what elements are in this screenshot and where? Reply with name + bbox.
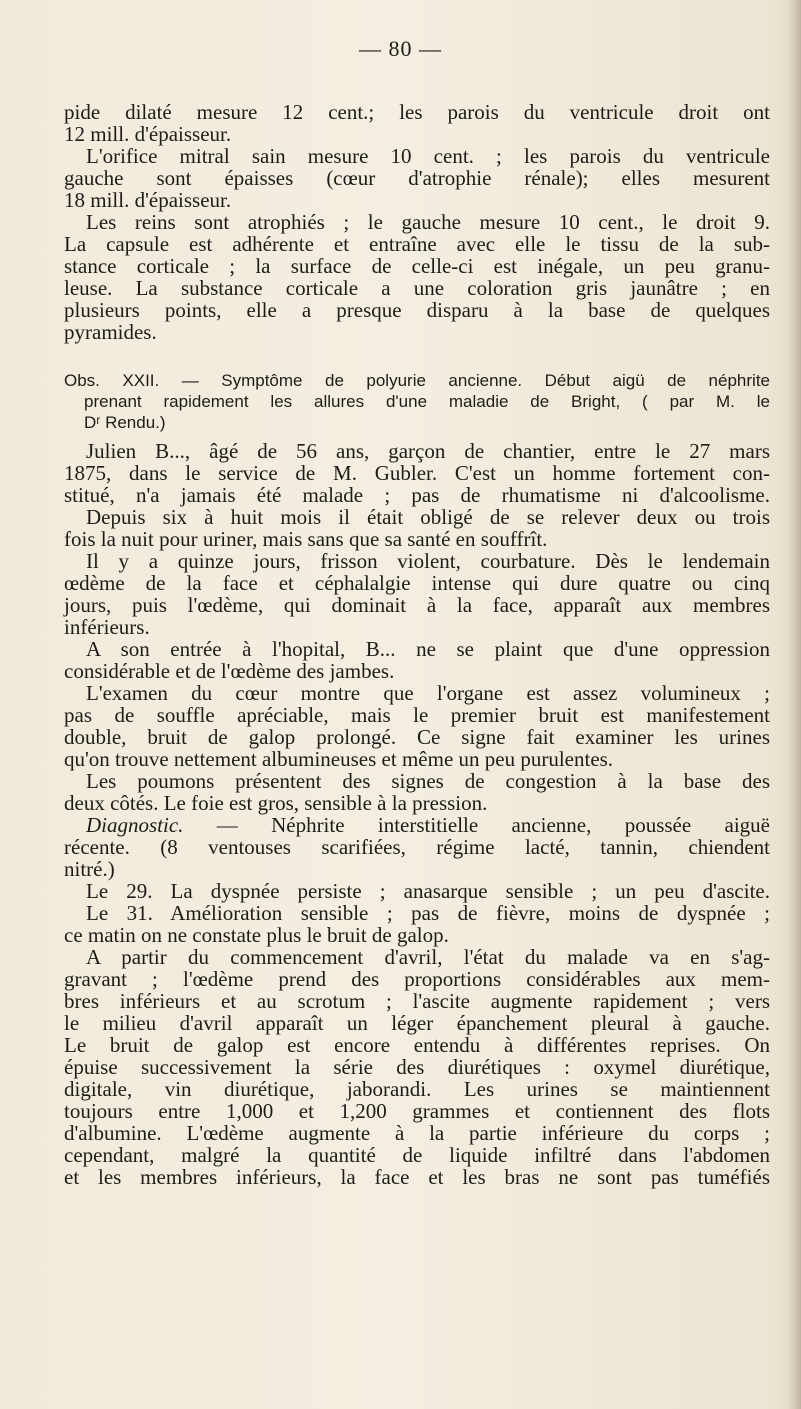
diagnostic-label: Diagnostic.	[86, 813, 184, 837]
observation-heading	[64, 370, 770, 433]
text-line: La capsule est adhérente et entraîne avec elle le tissu de la sub-	[64, 232, 770, 256]
text-line: pyramides.	[64, 320, 157, 344]
text-line: cependant, malgré la quantité de liquide infiltré dans l'abdomen	[64, 1143, 770, 1167]
text-line: 12 mill. d'épaisseur.	[64, 122, 232, 146]
text-line: deux côtés. Le foie est gros, sensible à la pression.	[64, 791, 488, 815]
text-line: pide dilaté mesure 12 cent.; les parois du ventricule droit ont	[64, 100, 770, 124]
page-number: — 80 —	[359, 36, 442, 61]
text-line: Il y a quinze jours, frisson violent, courbature. Dès le lendemain	[86, 549, 770, 573]
text-line: stitué, n'a jamais été malade ; pas de rhumatisme ni d'alcoolisme.	[64, 483, 770, 507]
text-line: bres inférieurs et au scrotum ; l'ascite augmente rapidement ; vers	[64, 989, 770, 1013]
text-line: L'orifice mitral sain mesure 10 cent. ; les parois du ventricule	[86, 144, 770, 168]
text-line: ce matin on ne constate plus le bruit de galop.	[64, 923, 449, 947]
text-line: 18 mill. d'épaisseur.	[64, 188, 232, 212]
text-line: inférieurs.	[64, 615, 150, 639]
text-line: prenant rapidement les allures d'une maladie de Bright, ( par M. le	[84, 392, 770, 411]
text-line: Dʳ Rendu.)	[84, 413, 166, 432]
text-line: épuise successivement la série des diurétiques : oxymel diurétique,	[64, 1055, 770, 1079]
text-line: fois la nuit pour uriner, mais sans que sa santé en souffrît.	[64, 527, 548, 551]
text-line: Le 31. Amélioration sensible ; pas de fièvre, moins de dyspnée ;	[86, 901, 770, 925]
diagnostic-text: — Néphrite interstitielle ancienne, poussée aiguë	[216, 813, 770, 837]
case-section	[64, 440, 770, 1188]
text-line: nitré.)	[64, 857, 115, 881]
text-line: double, bruit de galop prolongé. Ce signe fait examiner les urines	[64, 725, 770, 749]
diagnostic-line	[64, 814, 770, 836]
text-line: jours, puis l'œdème, qui dominait à la face, apparaît aux membres	[64, 593, 770, 617]
text-line: Obs. XXII. — Symptôme de polyurie ancienne. Début aigü de néphrite	[64, 371, 770, 390]
text-line: Depuis six à huit mois il était obligé de se relever deux ou trois	[86, 505, 770, 529]
text-line: 1875, dans le service de M. Gubler. C'est un homme fortement con-	[64, 461, 770, 485]
text-line: plusieurs points, elle a presque disparu à la base de quelques	[64, 298, 770, 322]
text-line: le milieu d'avril apparaît un léger épanchement pleural à gauche.	[64, 1011, 770, 1035]
text-line: Le bruit de galop est encore entendu à différentes reprises. On	[64, 1033, 770, 1057]
text-line: digitale, vin diurétique, jaborandi. Les urines se maintiennent	[64, 1077, 770, 1101]
text-line: considérable et de l'œdème des jambes.	[64, 659, 395, 683]
text-line: pas de souffle apréciable, mais le premier bruit est manifestement	[64, 703, 770, 727]
text-line: L'examen du cœur montre que l'organe est assez volumineux ;	[86, 681, 770, 705]
text-line: Les reins sont atrophiés ; le gauche mesure 10 cent., le droit 9.	[86, 210, 770, 234]
text-line: d'albumine. L'œdème augmente à la partie inférieure du corps ;	[64, 1121, 770, 1145]
page-edge-shadow	[787, 0, 801, 1409]
text-line: Julien B..., âgé de 56 ans, garçon de chantier, entre le 27 mars	[86, 439, 770, 463]
text-line: stance corticale ; la surface de celle-ci est inégale, un peu granu-	[64, 254, 770, 278]
text-line: et les membres inférieurs, la face et les bras ne sont pas tuméfiés	[64, 1165, 770, 1189]
text-line: récente. (8 ventouses scarifiées, régime lacté, tannin, chiendent	[64, 835, 770, 859]
text-line: Le 29. La dyspnée persiste ; anasarque sensible ; un peu d'ascite.	[86, 879, 770, 903]
text-line: A partir du commencement d'avril, l'état du malade va en s'ag-	[86, 945, 770, 969]
text-line: Les poumons présentent des signes de congestion à la base des	[86, 769, 770, 793]
text-line: gravant ; l'œdème prend des proportions considérables aux mem-	[64, 967, 770, 991]
text-line: A son entrée à l'hopital, B... ne se plaint que d'une oppression	[86, 637, 770, 661]
text-line: gauche sont épaisses (cœur d'atrophie rénale); elles mesurent	[64, 166, 770, 190]
autopsy-section	[64, 101, 770, 343]
text-line: qu'on trouve nettement albumineuses et même un peu purulentes.	[64, 747, 614, 771]
text-line: toujours entre 1,000 et 1,200 grammes et contiennent des flots	[64, 1099, 770, 1123]
text-line: œdème de la face et céphalalgie intense qui dure quatre ou cinq	[64, 571, 770, 595]
text-line: leuse. La substance corticale a une coloration gris jaunâtre ; en	[64, 276, 770, 300]
